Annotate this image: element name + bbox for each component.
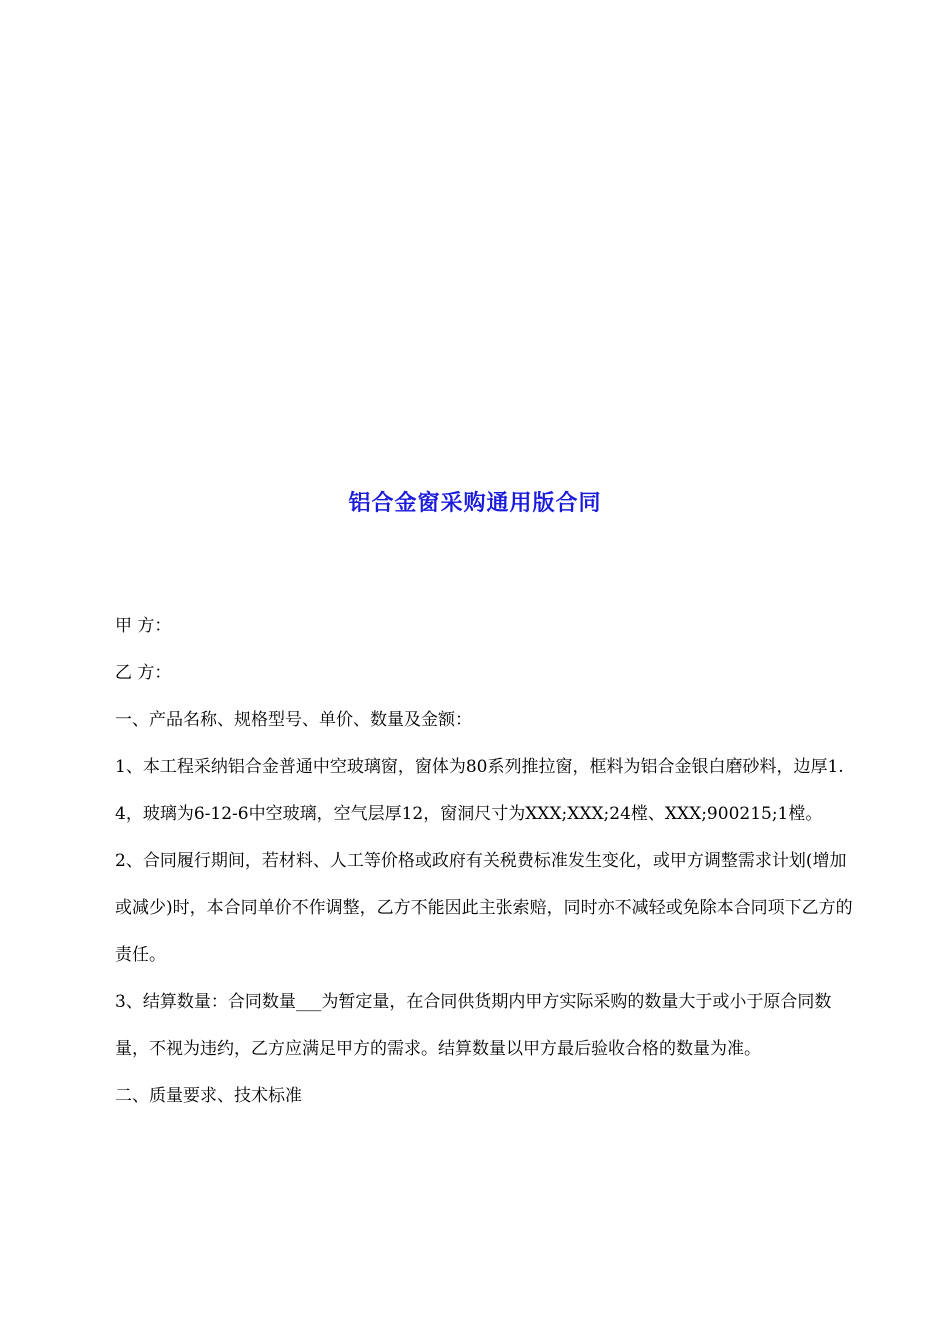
document-title: 铝合金窗采购通用版合同 xyxy=(348,491,602,516)
document-body xyxy=(115,603,860,1120)
party-a-line: 甲 方： xyxy=(115,616,172,636)
clause-1-3: 3、结算数量：合同数量___为暂定量，在合同供货期内甲方实际采购的数量大于或小于原合同数量，不视为违约，乙方应满足甲方的需求。结算数量以甲方最后验收合格的数量为准。 xyxy=(115,992,832,1059)
section-2-heading: 二、质量要求、技术标准 xyxy=(115,1086,302,1106)
party-b-line: 乙 方： xyxy=(115,663,172,683)
section-1-heading: 一、产品名称、规格型号、单价、数量及金额： xyxy=(115,710,472,730)
clause-1-1: 1、本工程采纳铝合金普通中空玻璃窗，窗体为80系列推拉窗，框料为铝合金银白磨砂料，边厚1.4，玻璃为6-12-6中空玻璃，空气层厚12，窗洞尺寸为XXX;XXX;24樘、XXX;900215;1樘。 xyxy=(115,757,844,824)
clause-1-2: 2、合同履行期间，若材料、人工等价格或政府有关税费标准发生变化，或甲方调整需求计划(增加或减少)时，本合同单价不作调整，乙方不能因此主张索赔，同时亦不减轻或免除本合同项下乙方的责任。 xyxy=(115,851,853,965)
